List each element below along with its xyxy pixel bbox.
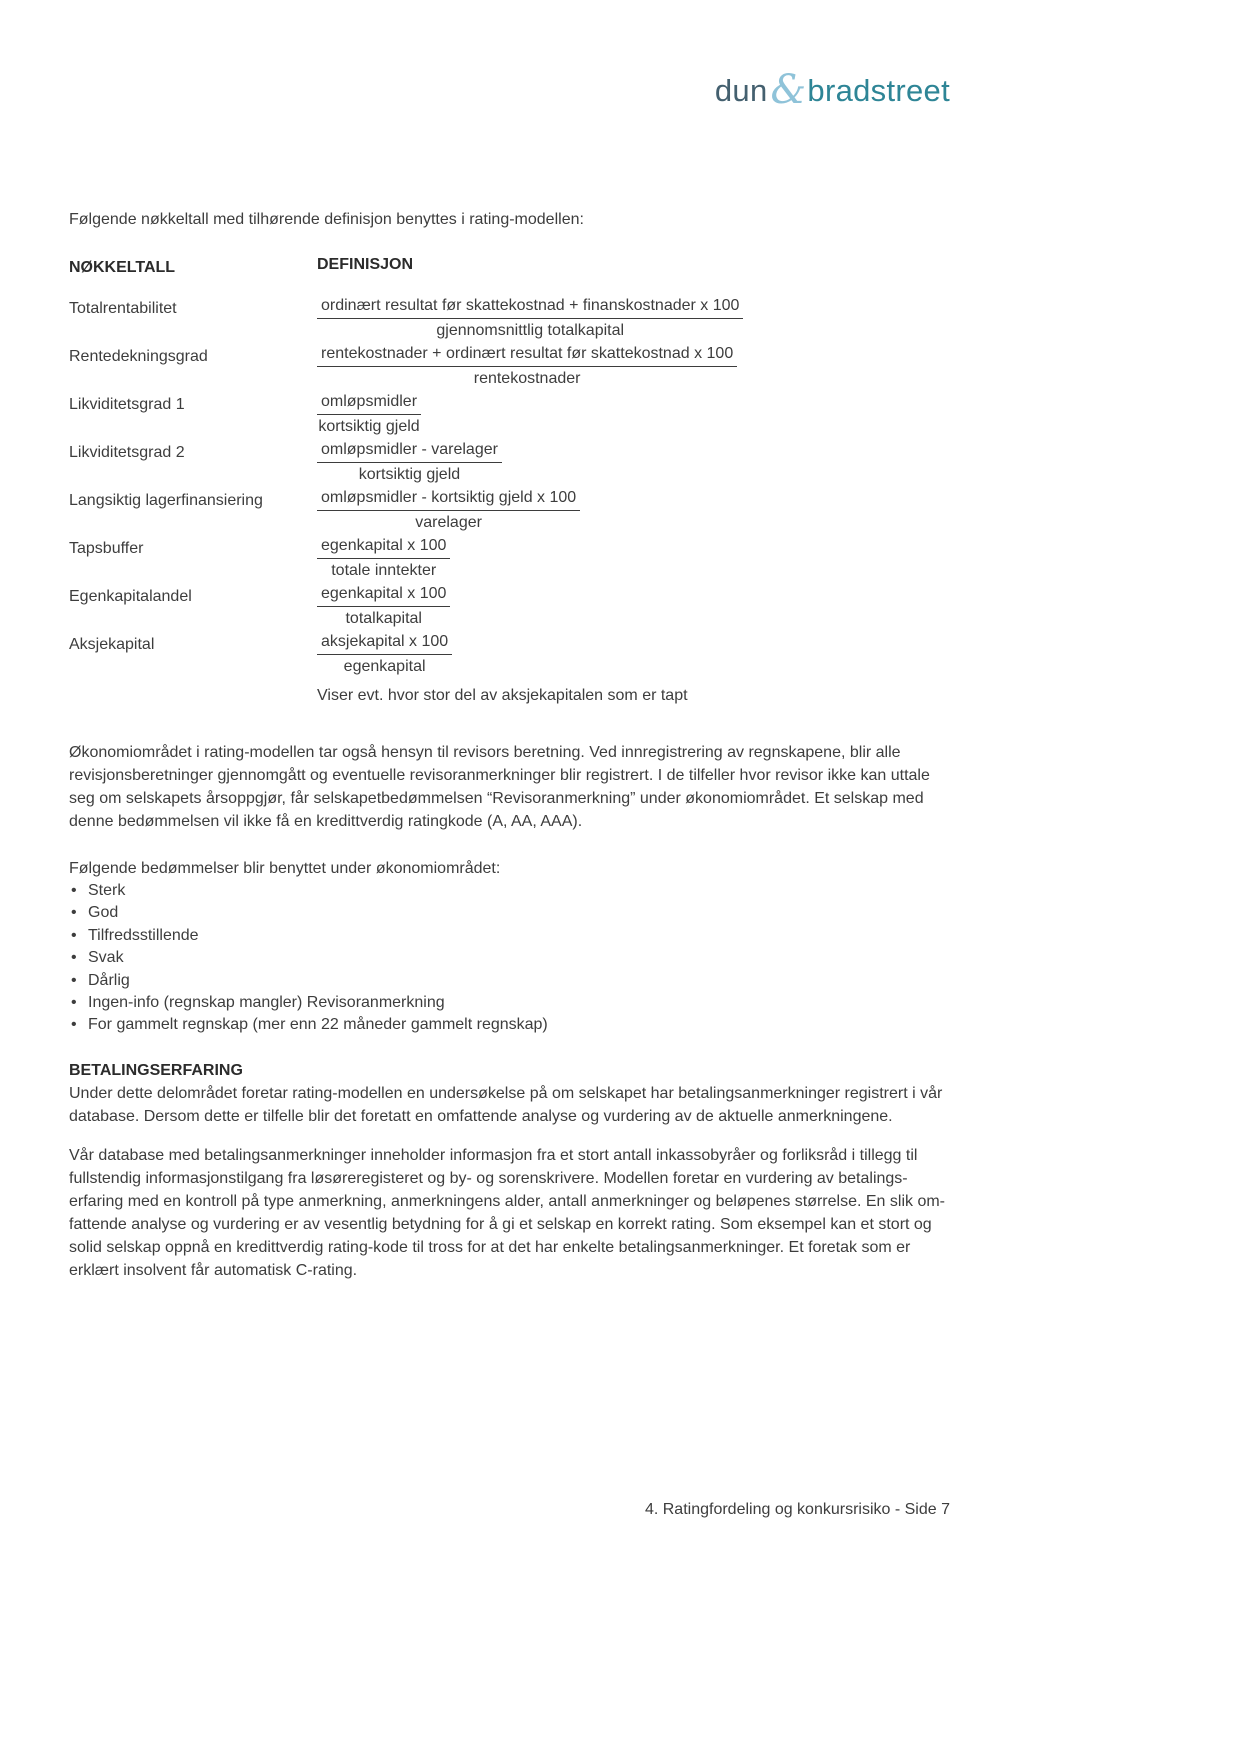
ratio-fraction <box>317 536 450 581</box>
key-figures-table <box>69 255 950 706</box>
ratio-fraction <box>317 584 450 629</box>
table-row <box>69 296 950 341</box>
payment-paragraph-1: Under dette delområdet foretar rating-modellen en undersøkelse på om selskapet har betalingsanmerkninger registrert i vår database. Dersom dette er tilfelle blir det foretatt en omfattende analyse og vurdering av de aktuelle anmerkningene. <box>69 1084 943 1125</box>
fraction-denominator: gjennomsnittlig totalkapital <box>436 322 625 339</box>
empty-label-cell <box>69 686 317 687</box>
fraction-denominator: varelager <box>415 514 482 531</box>
table-note-row <box>69 686 950 706</box>
ratio-label: Likviditetsgrad 2 <box>69 444 185 461</box>
list-item: • Dårlig <box>69 970 950 992</box>
ratio-fraction <box>317 392 421 437</box>
ratio-label: Rentedekningsgrad <box>69 348 208 365</box>
ratio-label: Langsiktig lagerfinansiering <box>69 492 263 509</box>
assessments-list <box>69 880 950 1037</box>
table-header-row <box>69 255 950 279</box>
logo-row <box>69 0 950 113</box>
ratio-definition <box>317 488 950 533</box>
ratio-definition <box>317 344 950 389</box>
fraction-numerator: rentekostnader + ordinært resultat før skattekostnad x 100 <box>317 344 737 367</box>
fraction-numerator: egenkapital x 100 <box>317 536 450 559</box>
fraction-denominator: rentekostnader <box>473 370 581 387</box>
ratio-definition <box>317 632 950 677</box>
ratio-fraction <box>317 440 502 485</box>
fraction-numerator: omløpsmidler <box>317 392 421 415</box>
table-row <box>69 632 950 677</box>
list-item: • Tilfredsstillende <box>69 925 950 947</box>
ratio-fraction <box>317 632 452 677</box>
ratio-fraction <box>317 344 737 389</box>
fraction-numerator: egenkapital x 100 <box>317 584 450 607</box>
list-item: • Sterk <box>69 880 950 902</box>
ratio-definition <box>317 536 950 581</box>
table-row <box>69 440 950 485</box>
ratio-definition <box>317 392 950 437</box>
fraction-denominator: kortsiktig gjeld <box>318 418 420 435</box>
fraction-denominator: totale inntekter <box>331 562 437 579</box>
economy-paragraph: Økonomiområdet i rating-modellen tar også hensyn til revisors beretning. Ved innregistrering av regnskapene, blir alle revisjonsberetninger gjennomgått og eventuelle revisoranmerkninger blir registrert. I de tilfeller hvor revisor ikke kan uttale seg om selskapets årsoppgjør, får selskapetbedømmelsen “Revisoranmerkning” under økonomiområdet. Et selskap med denne bedømmelsen vil ikke få en kredittverdig ratingkode (A, AA, AAA). <box>69 744 930 830</box>
fraction-denominator: totalkapital <box>345 610 422 627</box>
table-row <box>69 392 950 437</box>
ratio-label: Totalrentabilitet <box>69 300 177 317</box>
list-item: • Ingen-info (regnskap mangler) Revisoranmerkning <box>69 992 950 1014</box>
ratio-label: Likviditetsgrad 1 <box>69 396 185 413</box>
fraction-numerator: ordinært resultat før skattekostnad + finanskostnader x 100 <box>317 296 743 319</box>
column-header-nokkeltall: NØKKELTALL <box>69 259 176 276</box>
list-item: • Svak <box>69 947 950 969</box>
table-row <box>69 584 950 629</box>
ratio-label: Aksjekapital <box>69 636 155 653</box>
list-item: • God <box>69 902 950 924</box>
assessments-intro: Følgende bedømmelser blir benyttet under økonomiområdet: <box>69 860 501 877</box>
ratio-fraction <box>317 488 580 533</box>
ratio-definition <box>317 440 950 485</box>
ratio-label: Egenkapitalandel <box>69 588 192 605</box>
fraction-denominator: egenkapital <box>343 658 426 675</box>
payment-paragraph-2: Vår database med betalingsanmerkninger inneholder informasjon fra et stort antall inkassobyråer og forliksråd i tillegg til fullstendig informasjonstilgang fra løsøreregisteret og by- og sorenskrivere. Modellen foretar en vurdering av betalings- erfaring med en kontroll på type anmerkning, anmerkningens alder, antall anmerkninger og beløpenes størrelse. En slik om- fattende analyse og vurdering er av vesentlig betydning for å gi et selskap en korrekt rating. Som eksempel kan et stort og solid selskap oppnå en kredittverdig rating-kode til tross for at det har enkelte betalingsanmerkninger. Et foretak som er erklært insolvent får automatisk C-rating. <box>69 1146 945 1279</box>
fraction-denominator: kortsiktig gjeld <box>358 466 461 483</box>
logo-dun-text: dun <box>714 73 768 108</box>
content-column <box>69 0 950 1282</box>
betalingserfaring-heading: BETALINGSERFARING <box>69 1061 243 1079</box>
ratio-definition <box>317 296 950 341</box>
page-footer: 4. Ratingfordeling og konkursrisiko - Side 7 <box>644 1501 950 1518</box>
ratio-definition <box>317 584 950 629</box>
fraction-numerator: aksjekapital x 100 <box>317 632 452 655</box>
logo-bradstreet-text: bradstreet <box>807 73 950 108</box>
aksjekapital-note: Viser evt. hvor stor del av aksjekapitalen som er tapt <box>317 687 688 704</box>
column-header-definisjon: DEFINISJON <box>317 256 414 273</box>
dun-bradstreet-logo <box>714 67 950 113</box>
ratio-fraction <box>317 296 743 341</box>
table-row <box>69 488 950 533</box>
table-row <box>69 536 950 581</box>
table-row <box>69 344 950 389</box>
ratio-label: Tapsbuffer <box>69 540 144 557</box>
intro-text: Følgende nøkkeltall med tilhørende definisjon benyttes i rating-modellen: <box>69 211 584 228</box>
fraction-numerator: omløpsmidler - kortsiktig gjeld x 100 <box>317 488 580 511</box>
list-item: • For gammelt regnskap (mer enn 22 måneder gammelt regnskap) <box>69 1014 950 1036</box>
logo-ampersand-glyph: & <box>770 67 807 113</box>
fraction-numerator: omløpsmidler - varelager <box>317 440 502 463</box>
